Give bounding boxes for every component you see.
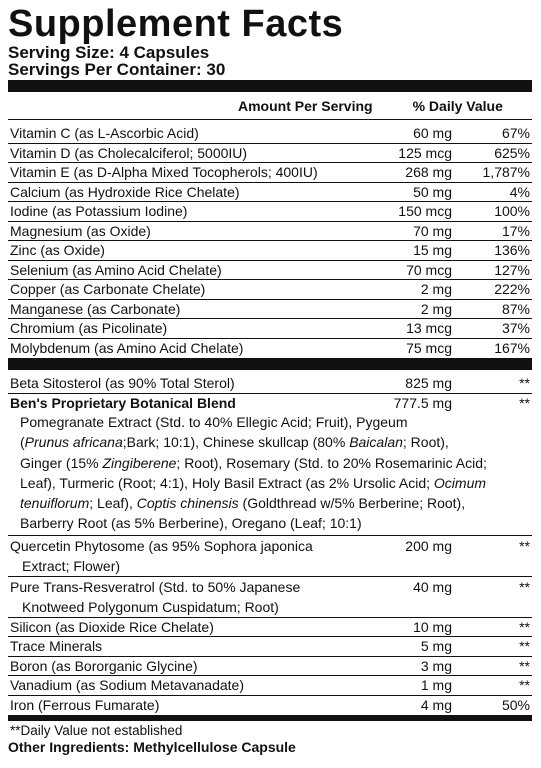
- nutrient-dv: 17%: [501, 222, 530, 239]
- blend-line: tenuiflorum; Leaf), Coptis chinensis (Goldthread w/5% Berberine; Root),: [20, 495, 466, 512]
- nutrient-dv: 4%: [509, 183, 530, 200]
- nutrient-name: Boron (as Bororganic Glycine): [10, 657, 198, 674]
- nutrient-name: Pure Trans-Resveratrol (Std. to 50% Japanese: [10, 578, 301, 595]
- vitamins-list: [8, 124, 532, 357]
- nutrient-name: Calcium (as Hydroxide Rice Chelate): [10, 183, 240, 200]
- nutrient-row: [8, 183, 532, 203]
- nutrient-name: Iron (Ferrous Fumarate): [10, 696, 160, 713]
- nutrient-name: Selenium (as Amino Acid Chelate): [10, 261, 222, 278]
- nutrient-amount: 5 mg: [420, 638, 452, 655]
- nutrient-row: [8, 222, 532, 242]
- nutrient-dv: 67%: [501, 125, 530, 141]
- nutrient-amount: 200 mg: [405, 537, 452, 554]
- blend-line: Leaf), Turmeric (Root; 4:1), Holy Basil Extract (as 2% Ursolic Acid; Ocimum: [20, 474, 487, 491]
- quercetin-row: [8, 536, 532, 577]
- nutrient-amount: 150 mcg: [398, 203, 452, 219]
- blend-row: [8, 394, 532, 413]
- servings-per-container: Servings Per Container: 30: [8, 60, 226, 79]
- nutrient-row: [8, 637, 532, 657]
- nutrient-amount: 75 mcg: [406, 339, 452, 356]
- divider-thick: [8, 358, 532, 370]
- nutrient-amount: 50 mg: [413, 183, 452, 200]
- nutrient-dv: 50%: [501, 696, 530, 713]
- nutrient-row: [8, 241, 532, 261]
- nutrient-row: [8, 163, 532, 183]
- nutrient-amount: 40 mg: [413, 578, 452, 595]
- nutrient-row: [8, 319, 532, 339]
- nutrient-amount: 70 mcg: [406, 261, 452, 278]
- nutrient-amount: 3 mg: [420, 657, 452, 674]
- nutrient-dv: 1,787%: [482, 164, 530, 180]
- other-nutrients-list: [8, 618, 532, 715]
- dv-header: % Daily Value: [412, 97, 503, 114]
- panel-title: Supplement Facts: [8, 3, 344, 45]
- footnote: **Daily Value not established: [10, 723, 183, 739]
- nutrient-name-cont: Extract; Flower): [22, 557, 121, 574]
- serving-size: Serving Size: 4 Capsules: [8, 43, 210, 62]
- nutrient-dv: **: [519, 578, 530, 595]
- nutrient-dv: **: [519, 375, 530, 391]
- blend-amount: 777.5 mg: [393, 394, 452, 411]
- nutrient-name: Beta Sitosterol (as 90% Total Sterol): [10, 375, 235, 391]
- nutrient-amount: 1 mg: [420, 677, 452, 694]
- nutrient-amount: 4 mg: [420, 696, 452, 713]
- nutrient-dv: **: [519, 618, 530, 635]
- nutrient-row: [8, 280, 532, 300]
- blend-line: (Prunus africana;Bark; 10:1), Chinese skullcap (80% Baicalan; Root),: [20, 434, 449, 451]
- nutrient-dv: 625%: [494, 144, 530, 161]
- nutrient-dv: **: [519, 657, 530, 674]
- nutrient-dv: 87%: [501, 300, 530, 317]
- nutrient-row: [8, 618, 532, 638]
- nutrient-amount: 15 mg: [413, 242, 452, 258]
- nutrient-row: [8, 124, 532, 144]
- nutrient-row: [8, 202, 532, 222]
- nutrient-name: Vitamin E (as D-Alpha Mixed Tocopherols; 400IU): [10, 164, 318, 180]
- nutrient-dv: 136%: [494, 242, 530, 258]
- nutrient-dv: **: [519, 677, 530, 694]
- nutrient-name-cont: Knotweed Polygonum Cuspidatum; Root): [22, 598, 279, 615]
- nutrient-name: Zinc (as Oxide): [10, 242, 105, 258]
- resveratrol-row: [8, 577, 532, 618]
- nutrient-name: Chromium (as Picolinate): [10, 320, 168, 336]
- beta-sitosterol-row: [8, 370, 532, 394]
- nutrient-dv: 127%: [494, 261, 530, 278]
- other-ingredients: Other Ingredients: Methylcellulose Capsule: [8, 739, 296, 755]
- nutrient-row: [8, 144, 532, 164]
- nutrient-dv: 167%: [494, 339, 530, 356]
- nutrient-amount: 60 mg: [413, 125, 452, 141]
- blend-name: Ben's Proprietary Botanical Blend: [10, 394, 236, 411]
- nutrient-amount: 70 mg: [413, 222, 452, 239]
- nutrient-name: Trace Minerals: [10, 638, 103, 655]
- nutrient-name: Iodine (as Potassium Iodine): [10, 203, 188, 219]
- nutrient-row: [8, 339, 532, 358]
- nutrient-name: Vitamin D (as Cholecalciferol; 5000IU): [10, 144, 248, 161]
- blend-line: Ginger (15% Zingiberene; Root), Rosemary (Std. to 20% Rosemarinic Acid;: [20, 454, 487, 471]
- nutrient-amount: 10 mg: [413, 618, 452, 635]
- divider-thick: [8, 80, 532, 92]
- nutrient-name: Vanadium (as Sodium Metavanadate): [10, 677, 244, 694]
- nutrient-dv: **: [519, 638, 530, 655]
- blend-line: Pomegranate Extract (Std. to 40% Ellegic Acid; Fruit), Pygeum: [20, 414, 408, 430]
- amount-header: Amount Per Serving: [238, 97, 373, 114]
- blend-ingredients: [8, 412, 532, 536]
- nutrient-name: Manganese (as Carbonate): [10, 300, 181, 317]
- nutrient-row: [8, 676, 532, 696]
- nutrient-name: Vitamin C (as L-Ascorbic Acid): [10, 125, 199, 141]
- nutrient-name: Quercetin Phytosome (as 95% Sophora japonica: [10, 537, 313, 554]
- column-header: [8, 92, 532, 120]
- blend-dv: **: [519, 394, 530, 411]
- nutrient-amount: 825 mg: [405, 375, 452, 391]
- nutrient-amount: 125 mcg: [398, 144, 452, 161]
- nutrient-dv: 222%: [494, 281, 530, 297]
- nutrient-row: [8, 300, 532, 320]
- nutrient-dv: **: [519, 537, 530, 554]
- nutrient-row: [8, 696, 532, 715]
- supplement-facts-panel: [8, 0, 532, 741]
- nutrient-name: Copper (as Carbonate Chelate): [10, 281, 206, 297]
- nutrient-row: [8, 657, 532, 677]
- nutrient-name: Magnesium (as Oxide): [10, 222, 151, 239]
- nutrient-dv: 100%: [494, 203, 530, 219]
- blend-line: Barberry Root (as 5% Berberine), Oregano (Leaf; 10:1): [20, 515, 362, 532]
- nutrient-amount: 13 mcg: [406, 320, 452, 336]
- nutrient-dv: 37%: [501, 320, 530, 336]
- nutrient-row: [8, 261, 532, 281]
- nutrient-amount: 2 mg: [420, 281, 452, 297]
- nutrient-name: Silicon (as Dioxide Rice Chelate): [10, 618, 214, 635]
- nutrient-name: Molybdenum (as Amino Acid Chelate): [10, 339, 244, 356]
- nutrient-amount: 268 mg: [405, 164, 452, 180]
- nutrient-amount: 2 mg: [420, 300, 452, 317]
